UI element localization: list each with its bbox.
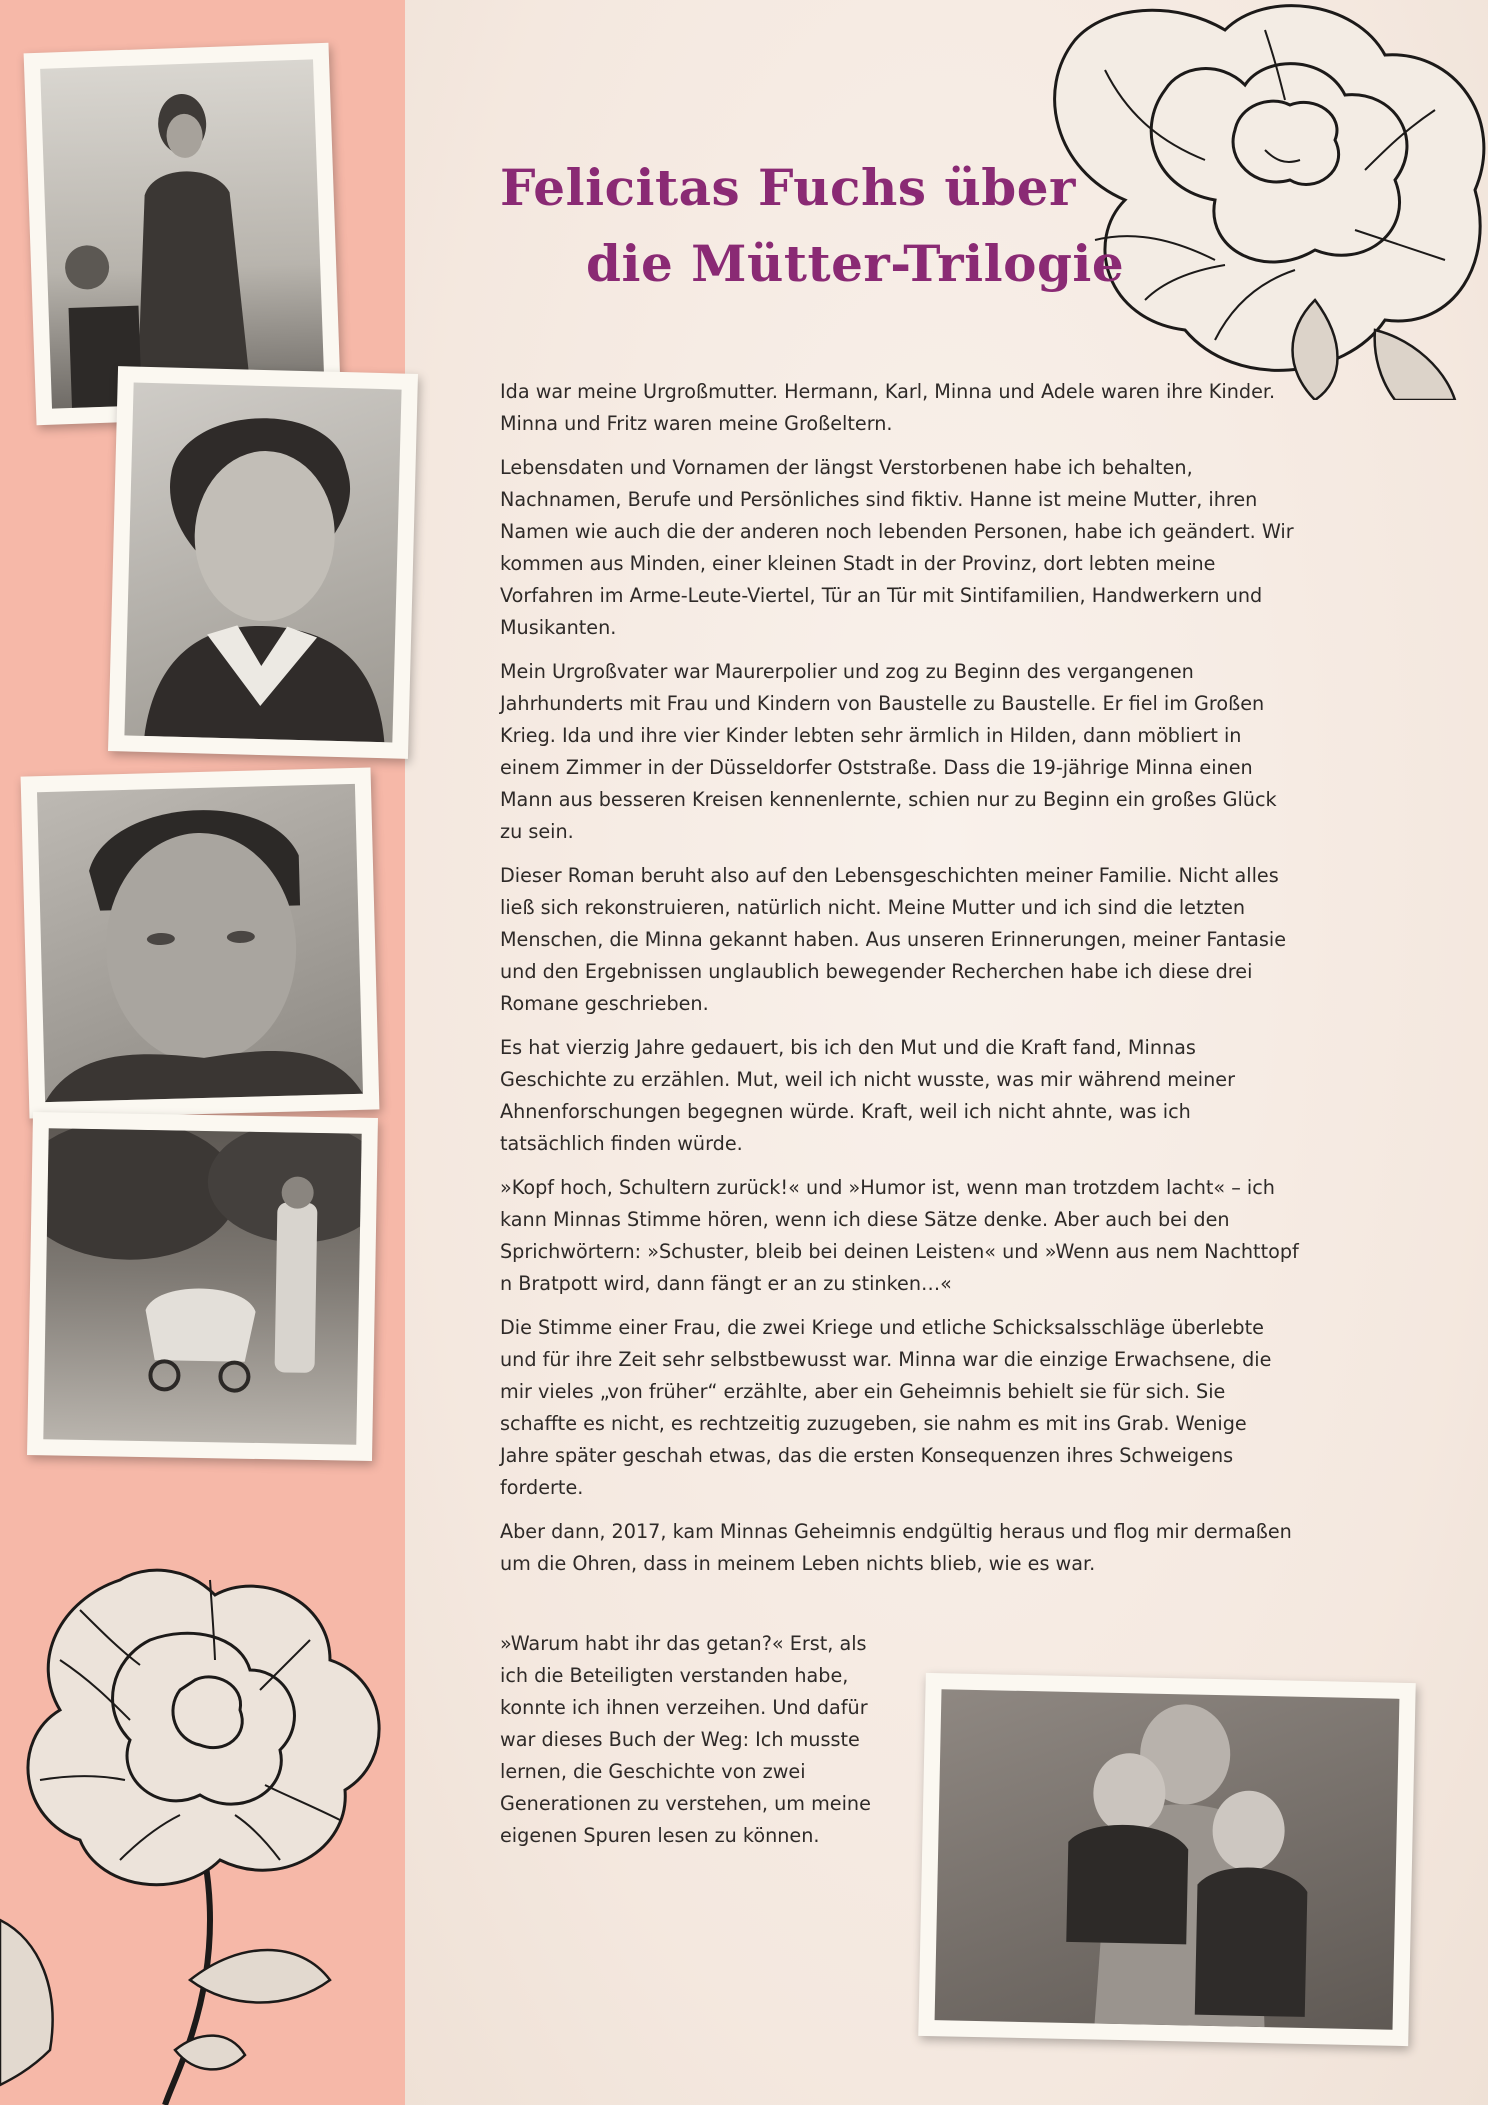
page-title — [500, 150, 1124, 302]
paragraph: Ida war meine Urgroßmutter. Hermann, Karl, Minna und Adele waren ihre Kinder. Minna und Fritz waren meine Großeltern. — [500, 380, 1276, 435]
paragraph: Dieser Roman beruht also auf den Lebensgeschichten meiner Familie. Nicht alles ließ sich rekonstruieren, natürlich nicht. Meine Mutter und ich sind die letzten Menschen, die Minna gekannt haben. Aus unseren Erinnerungen, meiner Fantasie und den Ergebnissen unglaublich bewegender Recherchen habe ich diese drei Romane geschrieben. — [500, 864, 1287, 1015]
article-body — [500, 376, 1300, 1592]
paragraph: »Kopf hoch, Schultern zurück!« und »Humor ist, wenn man trotzdem lacht« – ich kann Minnas Stimme hören, wenn ich diese Sätze denke. Aber auch bei den Sprichwörtern: »Schuster, bleib bei deinen Leisten« und »Wenn aus nem Nachttopf n Bratpott wird, dann fängt er an zu stinken…« — [500, 1176, 1299, 1295]
photo-man-portrait — [21, 767, 380, 1118]
paragraph: Lebensdaten und Vornamen der längst Verstorbenen habe ich behalten, Nachnamen, Berufe und Persönliches sind fiktiv. Hanne ist meine Mutter, ihren Namen wie auch die der anderen noch lebenden Personen, habe ich geändert. Wir kommen aus Minden, einer kleinen Stadt in der Provinz, dort lebten meine Vorfahren im Arme-Leute-Viertel, Tür an Tür mit Sintifamilien, Handwerkern und Musikanten. — [500, 456, 1294, 639]
title-line-1: Felicitas Fuchs über — [500, 158, 1076, 217]
flower-illustration-bottom-left — [0, 1560, 420, 2105]
paragraph: Es hat vierzig Jahre gedauert, bis ich den Mut und die Kraft fand, Minnas Geschichte zu erzählen. Mut, weil ich nicht wusste, was mir während meiner Ahnenforschungen begegnen würde. Kraft, weil ich nicht ahnte, was ich tatsächlich finden würde. — [500, 1036, 1235, 1155]
paragraph: Mein Urgroßvater war Maurerpolier und zog zu Beginn des vergangenen Jahrhunderts mit Frau und Kindern von Baustelle zu Baustelle. Er fiel im Großen Krieg. Ida und ihre vier Kinder lebten sehr ärmlich in Hilden, dann möbliert in einem Zimmer in der Düsseldorfer Oststraße. Dass die 19-jährige Minna einen Mann aus besseren Kreisen kennenlernte, schien nur zu Beginn ein großes Glück zu sein. — [500, 660, 1277, 843]
paragraph-final: »Warum habt ihr das getan?« Erst, als ich die Beteiligten verstanden habe, konnte ich ihnen verzeihen. Und dafür war dieses Buch der Weg: Ich musste lernen, die Geschichte von zwei Generationen zu verstehen, um meine eigenen Spuren lesen zu können. — [500, 1632, 871, 1847]
photo-grandmother-children — [918, 1673, 1415, 2046]
paragraph: Aber dann, 2017, kam Minnas Geheimnis endgültig heraus und flog mir dermaßen um die Ohren, dass in meinem Leben nichts blieb, wie es war. — [500, 1520, 1292, 1575]
photo-woman-portrait — [108, 366, 418, 759]
photo-pram-park — [27, 1112, 378, 1461]
title-line-2: die Mütter-Trilogie — [586, 234, 1125, 293]
paragraph: Die Stimme einer Frau, die zwei Kriege und etliche Schicksalsschläge überlebte und für ihre Zeit sehr selbstbewusst war. Minna war die einzige Erwachsene, die mir vieles „von früher“ erzählte, aber ein Geheimnis behielt sie für sich. Sie schaffte es nicht, es rechtzeitig zuzugeben, sie nahm es mit ins Grab. Wenige Jahre später geschah etwas, das die ersten Konsequenzen ihres Schweigens forderte. — [500, 1316, 1272, 1499]
